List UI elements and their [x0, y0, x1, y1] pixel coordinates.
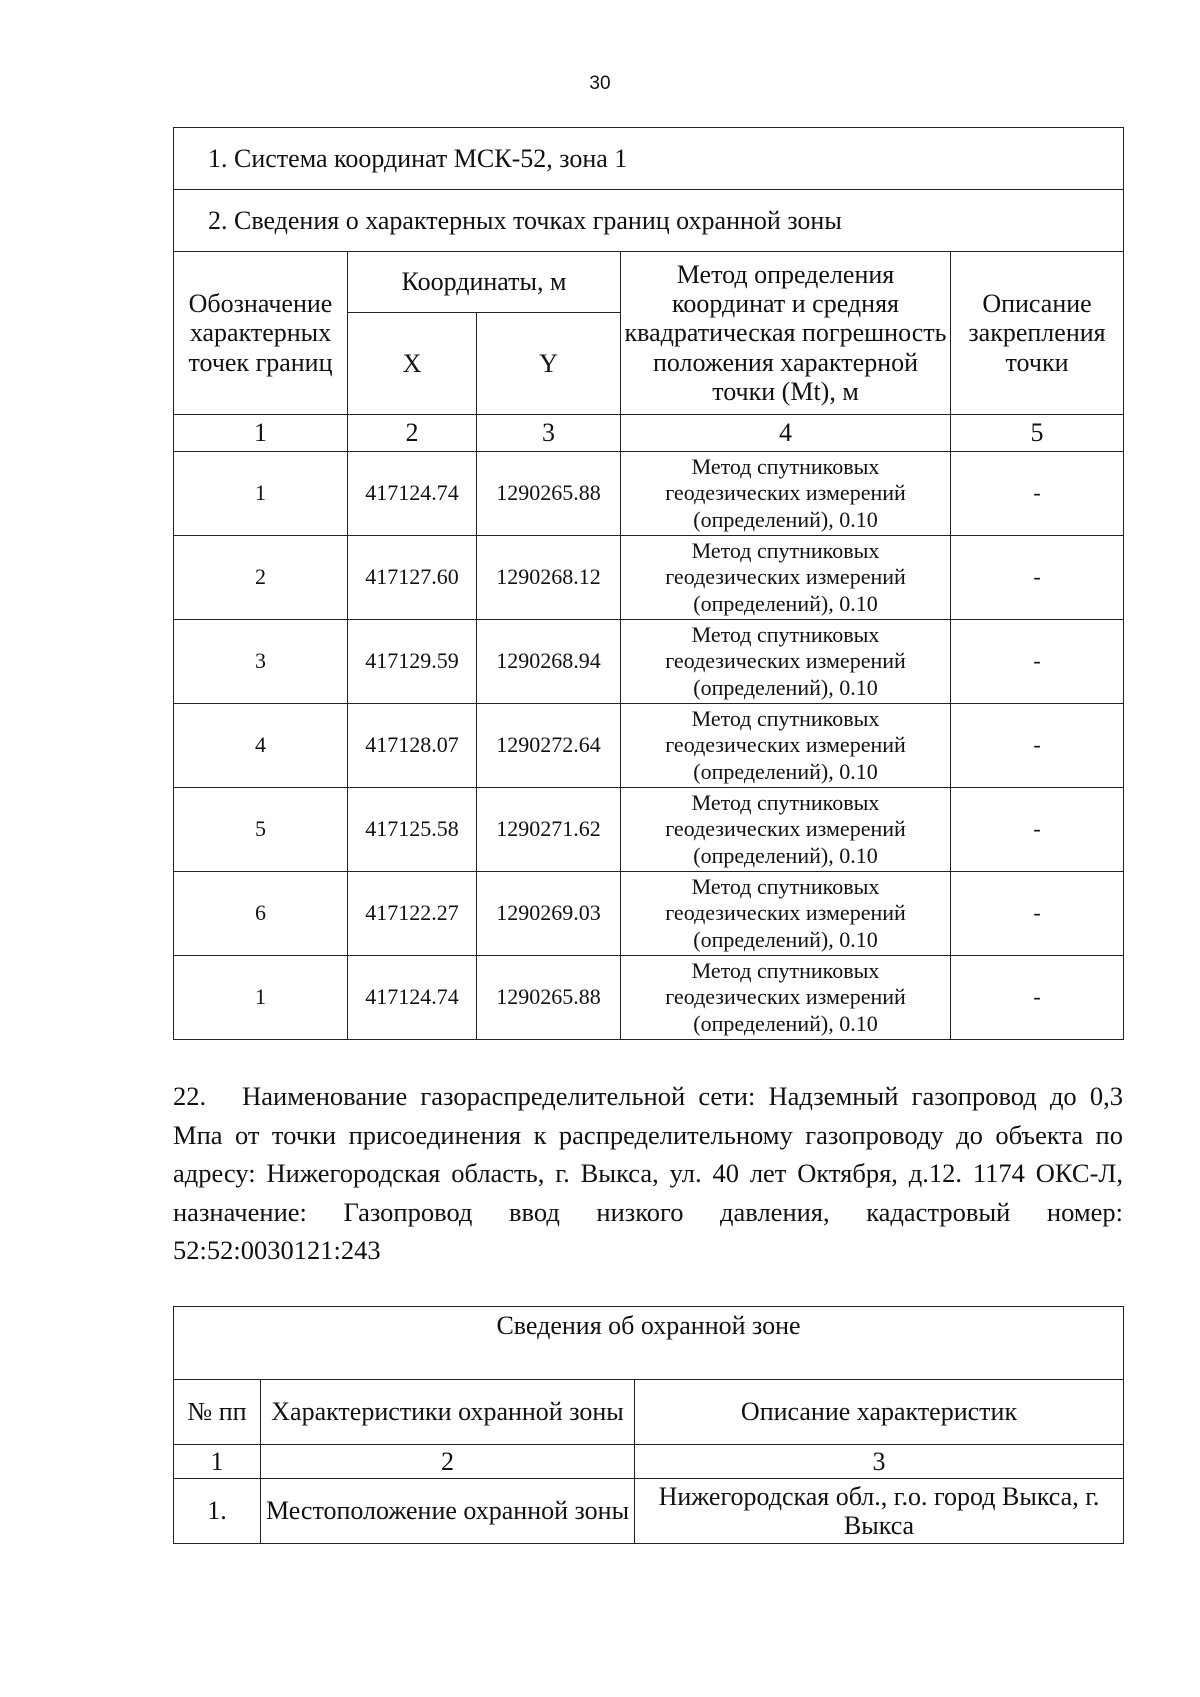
header-characteristics-description: Описание характеристик [635, 1380, 1124, 1445]
method-text: Метод спутниковых геодезических измерений (определений), 0.10 [621, 452, 951, 536]
header-characteristics: Характеристики охранной зоны [261, 1380, 635, 1445]
table-row [174, 956, 1124, 1040]
column-number: 3 [477, 415, 621, 452]
point-description: - [951, 704, 1124, 788]
column-number: 2 [261, 1445, 635, 1479]
point-description: - [951, 956, 1124, 1040]
table-row [174, 620, 1124, 704]
coord-x: 417125.58 [348, 788, 477, 872]
method-text: Метод спутниковых геодезических измерений (определений), 0.10 [621, 704, 951, 788]
coord-y: 1290268.12 [477, 536, 621, 620]
point-id: 4 [174, 704, 348, 788]
coord-x: 417124.74 [348, 452, 477, 536]
table-row [174, 704, 1124, 788]
boundary-points-table [173, 127, 1124, 1040]
method-text: Метод спутниковых геодезических измерений (определений), 0.10 [621, 872, 951, 956]
table-row [174, 872, 1124, 956]
method-text: Метод спутниковых геодезических измерений (определений), 0.10 [621, 536, 951, 620]
point-description: - [951, 872, 1124, 956]
page-number: 30 [589, 73, 611, 94]
header-y: Y [477, 313, 621, 415]
coord-x: 417127.60 [348, 536, 477, 620]
coord-x: 417122.27 [348, 872, 477, 956]
point-id: 6 [174, 872, 348, 956]
point-description: - [951, 788, 1124, 872]
column-number: 2 [348, 415, 477, 452]
column-number: 1 [174, 1445, 261, 1479]
coord-y: 1290265.88 [477, 452, 621, 536]
point-id: 2 [174, 536, 348, 620]
point-description: - [951, 452, 1124, 536]
table-row [174, 452, 1124, 536]
header-method: Метод определения координат и средняя квадратическая погрешность положения характерной точки (Mt), м [621, 252, 951, 415]
table-row [174, 536, 1124, 620]
paragraph-number: 22. [173, 1081, 207, 1111]
method-text: Метод спутниковых геодезических измерений (определений), 0.10 [621, 956, 951, 1040]
coord-y: 1290269.03 [477, 872, 621, 956]
method-text: Метод спутниковых геодезических измерений (определений), 0.10 [621, 788, 951, 872]
paragraph-text: Наименование газораспределительной сети: Надземный газопровод до 0,3 Мпа от точки присоединения к распределительному газопроводу до объекта по адресу: Нижегородская область, г. Выкса, ул. 40 лет Октября, д.12. 1174 ОКС-Л, назначение: Газопровод ввод низкого давления, кадастровый номер: 52:52:0030121:243 [173, 1081, 1123, 1265]
point-description: - [951, 620, 1124, 704]
point-id: 1 [174, 452, 348, 536]
column-number: 1 [174, 415, 348, 452]
header-num: № пп [174, 1380, 261, 1445]
table-row [174, 788, 1124, 872]
table-row [174, 1479, 1124, 1544]
column-number: 3 [635, 1445, 1124, 1479]
row-number: 1. [174, 1479, 261, 1544]
coord-x: 417129.59 [348, 620, 477, 704]
column-number: 4 [621, 415, 951, 452]
column-number: 5 [951, 415, 1124, 452]
boundary-points-title: 2. Сведения о характерных точках границ охранной зоны [174, 190, 1124, 252]
point-id: 5 [174, 788, 348, 872]
header-x: X [348, 313, 477, 415]
header-coordinates: Координаты, м [348, 252, 621, 313]
header-description: Описание закрепления точки [951, 252, 1124, 415]
point-id: 3 [174, 620, 348, 704]
network-description-paragraph [173, 1077, 1123, 1270]
point-id: 1 [174, 956, 348, 1040]
coord-x: 417124.74 [348, 956, 477, 1040]
header-designation: Обозначение характерных точек границ [174, 252, 348, 415]
coord-y: 1290268.94 [477, 620, 621, 704]
coord-x: 417128.07 [348, 704, 477, 788]
protection-zone-table [173, 1306, 1124, 1544]
point-description: - [951, 536, 1124, 620]
coordinate-system-title: 1. Система координат МСК-52, зона 1 [174, 128, 1124, 190]
coord-y: 1290272.64 [477, 704, 621, 788]
characteristic: Местоположение охранной зоны [261, 1479, 635, 1544]
coord-y: 1290271.62 [477, 788, 621, 872]
method-text: Метод спутниковых геодезических измерений (определений), 0.10 [621, 620, 951, 704]
protection-zone-title: Сведения об охранной зоне [174, 1307, 1124, 1380]
coord-y: 1290265.88 [477, 956, 621, 1040]
characteristic-description: Нижегородская обл., г.о. город Выкса, г. Выкса [635, 1479, 1124, 1544]
